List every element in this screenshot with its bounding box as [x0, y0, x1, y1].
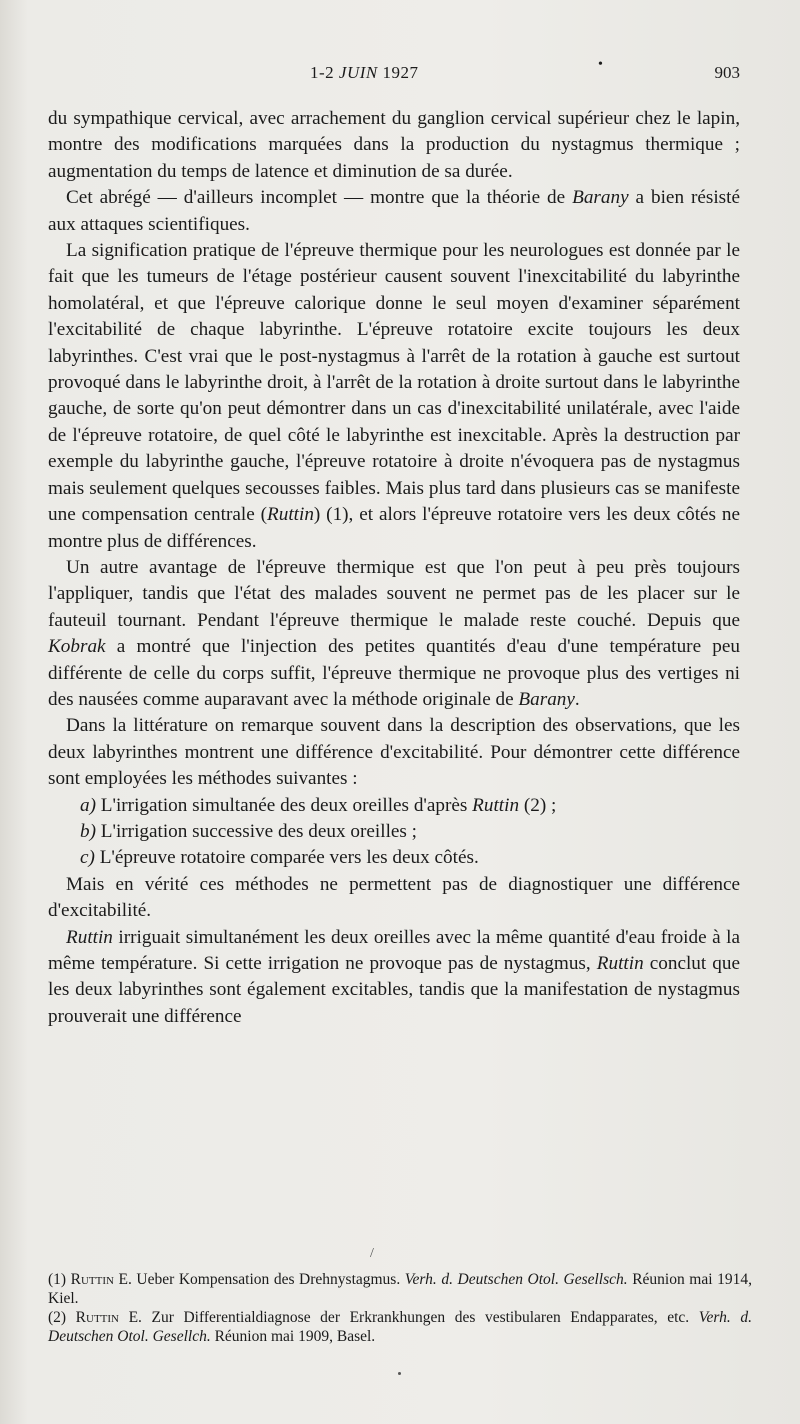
author-name: Barany — [572, 187, 629, 209]
list-item-a — [48, 793, 740, 819]
paragraph-4-text-b: a montré que l'injection des petites quantités d'eau d'une température peu différente de celle du corps suffit, l'épreuve thermique ne provoque plus des vertiges ni des nausées comme auparavant avec la méthode originale de — [48, 636, 740, 710]
paragraph-3 — [48, 238, 740, 555]
footnotes — [48, 1270, 752, 1346]
paragraph-4-text-c: . — [574, 688, 580, 710]
author-name: Ruttin — [472, 794, 520, 816]
author-name: Ruttin — [267, 504, 314, 526]
page-number: 903 — [714, 63, 740, 82]
paragraph-5: Dans la littérature on remarque souvent dans la description des observations, que les deux labyrinthes montrent une différence d'excitabilité. Pour démontrer cette différence sont employées les méthodes suivantes : — [48, 715, 740, 790]
footnote-author: Ruttin — [70, 1271, 114, 1288]
paragraph-3-text-a: La signification pratique de l'épreuve thermique pour les neurologues est donnée par le fait que les tumeurs de l'étage postérieur causent souvent l'inexcitabilité du labyrinthe homolatéral, et que l'épreuve calorique donne le seul moyen d'examiner séparément l'excitabilité de chaque labyrinthe. L'épreuve rotatoire excite toujours les deux labyrinthes. C'est vrai que le post-nystagmus à l'arrêt de la rotation à gauche est surtout provoqué dans le labyrinthe droit, à l'arrêt de la rotation à droite surtout dans le labyrinthe gauche, de sorte qu'on peut démontrer dans un cas d'inexcitabilité unilatérale, avec l'aide de l'épreuve rotatoire, de quel côté le labyrinthe est inexcitable. Après la destruction par exemple du labyrinthe gauche, l'épreuve rotatoire à droite n'évoquera pas de nystagmus mais seulement quelques secousses faibles. Mais plus tard dans plusieurs cas se manifeste une compensation centrale ( — [48, 240, 740, 526]
footnote-journal: Verh. d. Deutschen Otol. Gesellch. — [48, 1309, 753, 1345]
header-date-year: 1927 — [377, 63, 419, 82]
list-item-label: c) — [80, 847, 95, 869]
paragraph-2 — [48, 185, 740, 238]
paragraph-3-text-b: ) (1), et alors l'épreuve rotatoire vers les deux côtés ne montre plus de différences. — [48, 504, 740, 552]
list-item-label: b) — [80, 820, 96, 842]
paragraph-7-text-b: conclut que les deux labyrinthes sont également excitables, tandis que la manifestation de nystagmus prouverait une différence — [48, 953, 740, 1027]
paragraph-1: du sympathique cervical, avec arrachement du ganglion cervical supérieur chez le lapin, montre des modifications marquées dans la production du nystagmus thermique ; augmentation du temps de latence et diminution de sa durée. — [48, 108, 740, 182]
paragraph-2-text-a: Cet abrégé — d'ailleurs incomplet — montre que la théorie de — [66, 187, 573, 209]
scan-speck — [398, 1372, 401, 1375]
author-name: Barany — [518, 688, 575, 710]
header-date-month: JUIN — [338, 63, 378, 82]
body-text — [48, 106, 740, 1030]
list-item-b — [48, 819, 740, 845]
footnote-number: (2) — [48, 1309, 67, 1326]
footnote-text: Réunion mai 1909, Basel. — [210, 1328, 376, 1345]
author-name: Ruttin — [66, 926, 113, 948]
running-header — [0, 57, 800, 87]
footnote-number: (1) — [48, 1271, 67, 1288]
header-dot: • — [598, 57, 603, 72]
paragraph-4 — [48, 555, 740, 713]
author-name: Ruttin — [596, 953, 644, 974]
header-date — [310, 63, 419, 83]
footnote-2 — [48, 1308, 752, 1346]
footnote-text: E. Zur Differentialdiagnose der Erkrankhungen des vestibularen Endapparates, etc. — [119, 1309, 699, 1326]
footnote-text: E. Ueber Kompensation des Drehnystagmus. — [113, 1271, 405, 1288]
author-name: Kobrak — [48, 636, 106, 658]
list-item-ref: (2) ; — [519, 794, 557, 816]
footnote-journal: Verh. d. Deutschen Otol. Gesellsch. — [404, 1271, 628, 1288]
footnote-author: Ruttin — [75, 1309, 119, 1326]
list-item-text: L'irrigation successive des deux oreilles ; — [95, 820, 418, 842]
footnote-text: Réunion mai 1914, Kiel. — [48, 1271, 752, 1307]
paragraph-4-text-a: Un autre avantage de l'épreuve thermique est que l'on peut à peu près toujours l'appliquer, tandis que l'état des malades souvent ne permet pas de les placer sur le fauteuil tournant. Pendant l'épreuve thermique le malade reste couché. Depuis que — [48, 556, 740, 631]
paragraph-7 — [48, 925, 740, 1031]
paragraph-6: Mais en vérité ces méthodes ne permettent pas de diagnostiquer une différence d'excitabilité. — [48, 873, 740, 922]
list-item-c — [48, 845, 740, 871]
list-item-text: L'irrigation simultanée des deux oreilles d'après — [95, 794, 473, 816]
paragraph-2-text-b: a bien résisté aux attaques scientifiques. — [48, 187, 740, 235]
paragraph-7-text-a: irriguait simultanément les deux oreilles avec la même quantité d'eau froide à la même température. Si cette irrigation ne provoque pas de nystagmus, — [48, 926, 740, 974]
footnote-1 — [48, 1270, 752, 1308]
list-item-label: a) — [80, 794, 96, 816]
header-date-day: 1-2 — [310, 63, 339, 82]
list-item-text: L'épreuve rotatoire comparée vers les deux côtés. — [94, 847, 479, 869]
footnote-separator-mark: / — [370, 1246, 374, 1261]
